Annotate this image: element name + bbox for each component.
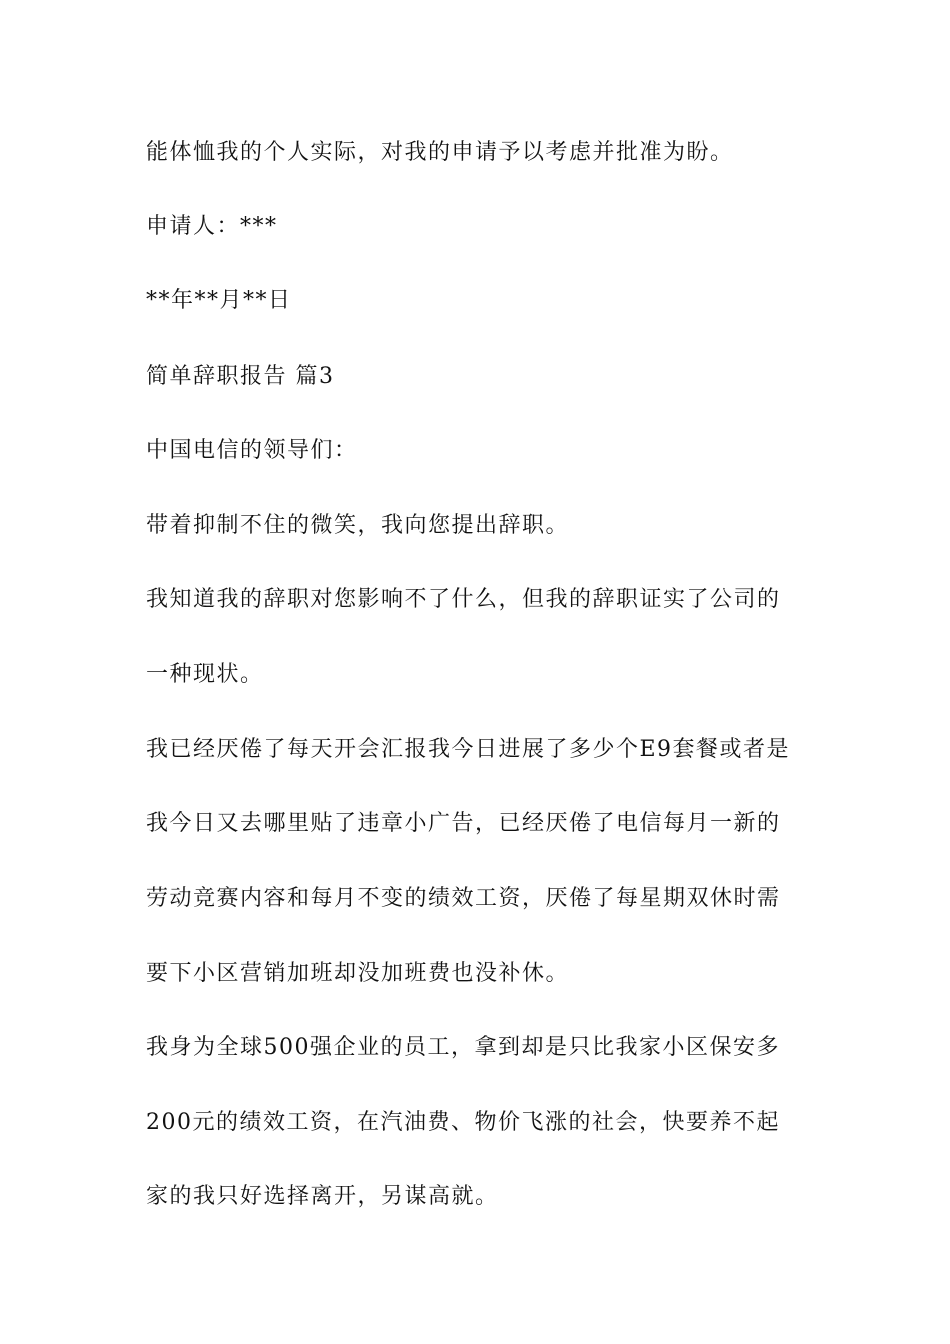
salutation: 中国电信的领导们： <box>146 438 358 463</box>
text-line-closing-request: 能体恤我的个人实际，对我的申请予以考虑并批准为盼。 <box>146 140 734 165</box>
text-line: 200元的绩效工资，在汽油费、物价飞涨的社会，快要养不起 <box>146 1110 780 1135</box>
text-line: 要下小区营销加班却没加班费也没补休。 <box>146 961 570 986</box>
text-line-applicant: 申请人：*** <box>146 214 278 239</box>
text-line-date: **年**月**日 <box>146 288 292 313</box>
text-line: 劳动竞赛内容和每月不变的绩效工资，厌倦了每星期双休时需 <box>146 886 781 911</box>
text-line: 带着抑制不住的微笑，我向您提出辞职。 <box>146 513 570 538</box>
text-line: 我今日又去哪里贴了违章小广告，已经厌倦了电信每月一新的 <box>146 811 781 836</box>
text-line: 家的我只好选择离开，另谋高就。 <box>146 1184 499 1209</box>
text-line: 我知道我的辞职对您影响不了什么，但我的辞职证实了公司的 <box>146 587 781 612</box>
section-heading: 简单辞职报告 篇3 <box>146 364 335 389</box>
text-line: 我已经厌倦了每天开会汇报我今日进展了多少个E9套餐或者是 <box>146 737 791 762</box>
text-line: 一种现状。 <box>146 662 264 687</box>
text-line: 我身为全球500强企业的员工，拿到却是只比我家小区保安多 <box>146 1035 780 1060</box>
